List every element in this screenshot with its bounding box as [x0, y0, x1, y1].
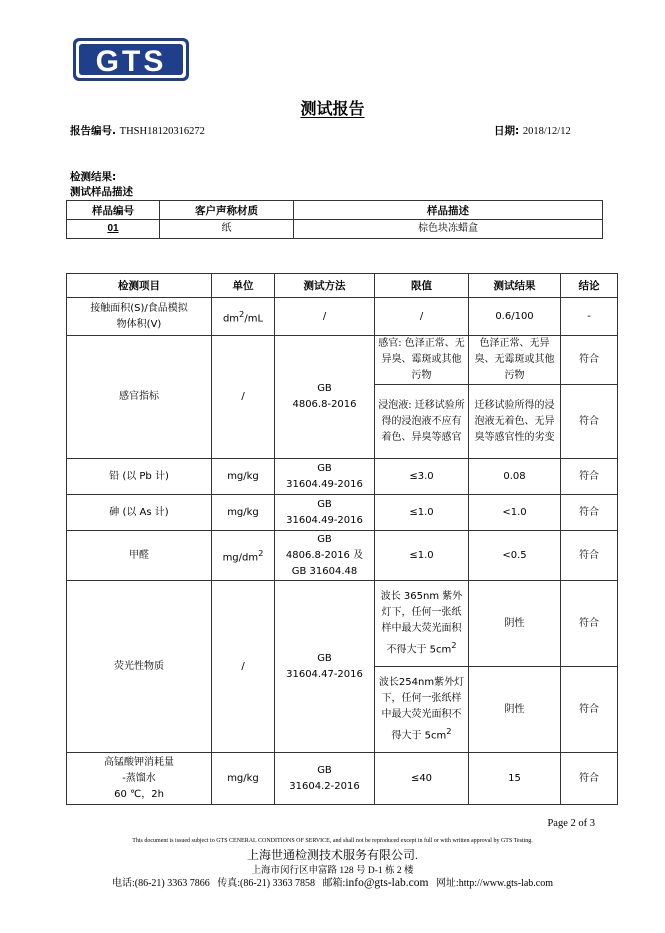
fax-number: (86-21) 3363 7858	[240, 878, 316, 889]
report-title: 测试报告	[300, 99, 365, 118]
unit-cell: mg/kg	[212, 459, 275, 495]
method-cell: GB 31604.2-2016	[275, 753, 375, 805]
conclusion-cell: 符合	[561, 531, 618, 581]
sample-table	[66, 200, 603, 239]
col-header: 检测项目	[67, 274, 212, 298]
item-name: 甲醛	[67, 531, 212, 581]
unit-cell: /	[212, 336, 275, 459]
result-cell: 迁移试验所得的浸泡液无着色、无异臭等感官性的劣变	[469, 385, 561, 459]
table-row	[67, 220, 603, 239]
table-row	[67, 753, 618, 805]
phone-number: (86-21) 3363 7866	[134, 878, 210, 889]
results-table	[66, 273, 618, 805]
col-header: 样品编号	[67, 201, 160, 220]
limit-cell: ≤3.0	[375, 459, 469, 495]
col-header: 样品描述	[294, 201, 603, 220]
result-cell: 阴性	[469, 581, 561, 667]
result-cell: 色泽正常、无异臭、无霉斑或其他污物	[469, 336, 561, 385]
method-cell: GB 31604.47-2016	[275, 581, 375, 753]
limit-cell: ≤1.0	[375, 531, 469, 581]
result-cell: 阴性	[469, 667, 561, 753]
conclusion-cell: 符合	[561, 495, 618, 531]
method-cell: GB 4806.8-2016	[275, 336, 375, 459]
unit-cell: $dm^2/mL$	[212, 298, 275, 336]
table-header-row	[67, 274, 618, 298]
sample-desc-label: 测试样品描述	[70, 186, 133, 198]
email-link[interactable]: info@gts-lab.com	[345, 877, 429, 889]
unit-cell: /	[212, 581, 275, 753]
conclusion-cell: 符合	[561, 336, 618, 385]
method-cell: GB 4806.8-2016 及 GB 31604.48	[275, 531, 375, 581]
item-name: 砷 (以 As 计)	[67, 495, 212, 531]
col-header: 客户声称材质	[160, 201, 294, 220]
unit-cell: mg/kg	[212, 495, 275, 531]
results-label: 检测结果:	[70, 171, 117, 183]
result-cell: <0.5	[469, 531, 561, 581]
sample-id: 01	[107, 223, 119, 234]
item-name: 铅 (以 Pb 计)	[67, 459, 212, 495]
conclusion-cell: 符合	[561, 667, 618, 753]
method-cell: GB 31604.49-2016	[275, 459, 375, 495]
website-link[interactable]: http://www.gts-lab.com	[458, 878, 554, 889]
limit-cell: 波长 365nm 紫外灯下，任何一张纸样中最大荧光面积不得大于 $5cm^2$	[375, 581, 469, 667]
table-row	[67, 459, 618, 495]
limit-cell: /	[375, 298, 469, 336]
item-name: 荧光性物质	[67, 581, 212, 753]
conclusion-cell: -	[561, 298, 618, 336]
table-row	[67, 531, 618, 581]
item-name: 感官指标	[67, 336, 212, 459]
col-header: 测试结果	[469, 274, 561, 298]
unit-cell: mg/kg	[212, 753, 275, 805]
result-cell: 0.08	[469, 459, 561, 495]
item-name: 物体积(V)	[116, 318, 162, 330]
table-header-row	[67, 201, 603, 220]
limit-cell: 感官: 色泽正常、无异臭、霉斑或其他污物	[375, 336, 469, 385]
method-cell: /	[275, 298, 375, 336]
limit-cell: ≤40	[375, 753, 469, 805]
report-number-value: THSH18120316272	[119, 126, 205, 137]
report-date-value: 2018/12/12	[522, 126, 571, 137]
gts-logo-text: GTS	[95, 45, 167, 78]
col-header: 结论	[561, 274, 618, 298]
conclusion-cell: 符合	[561, 581, 618, 667]
report-number: 报告编号. THSH18120316272	[70, 125, 205, 137]
col-header: 限值	[375, 274, 469, 298]
result-cell: 15	[469, 753, 561, 805]
item-name: 接触面积(S)/食品模拟	[90, 302, 188, 314]
col-header: 单位	[212, 274, 275, 298]
table-row	[67, 298, 618, 336]
col-header: 测试方法	[275, 274, 375, 298]
gts-logo	[73, 38, 189, 81]
conclusion-cell: 符合	[561, 385, 618, 459]
conclusion-cell: 符合	[561, 753, 618, 805]
sample-material: 纸	[160, 220, 294, 239]
page-number: Page 2 of 3	[547, 818, 595, 829]
company-name: 上海世通检测技术服务有限公司.	[246, 848, 418, 862]
limit-cell: ≤1.0	[375, 495, 469, 531]
disclaimer: This document is issued subject to GTS CENERAL CONDITIONS OF SERVICE, and shall not be reproduced except in full or with written approval by GTS Testing.	[132, 838, 533, 844]
limit-cell: 浸泡液: 迁移试验所得的浸泡液不应有着色、异臭等感官	[375, 385, 469, 459]
method-cell: GB 31604.49-2016	[275, 495, 375, 531]
table-row	[67, 495, 618, 531]
sample-description: 棕色块冻蜡盒	[294, 220, 603, 239]
contact-line: 电话:(86-21) 3363 7866 传真:(86-21) 3363 7858 邮箱:info@gts-lab.com 网址:http://www.gts-lab.com	[111, 877, 554, 889]
table-row	[67, 581, 618, 667]
result-cell: 0.6/100	[469, 298, 561, 336]
table-row	[67, 336, 618, 385]
result-cell: <1.0	[469, 495, 561, 531]
item-name: 高锰酸钾消耗量 -蒸馏水 60 ℃，2h	[67, 753, 212, 805]
report-date: 日期: 2018/12/12	[494, 125, 571, 137]
unit-cell: $mg/dm^2$	[212, 531, 275, 581]
limit-cell: 波长254nm紫外灯下，任何一张纸样中最大荧光面积不得大于 $5cm^2$	[375, 667, 469, 753]
company-address: 上海市闵行区申富路 128 号 D-1 栋 2 楼	[251, 866, 414, 876]
conclusion-cell: 符合	[561, 459, 618, 495]
